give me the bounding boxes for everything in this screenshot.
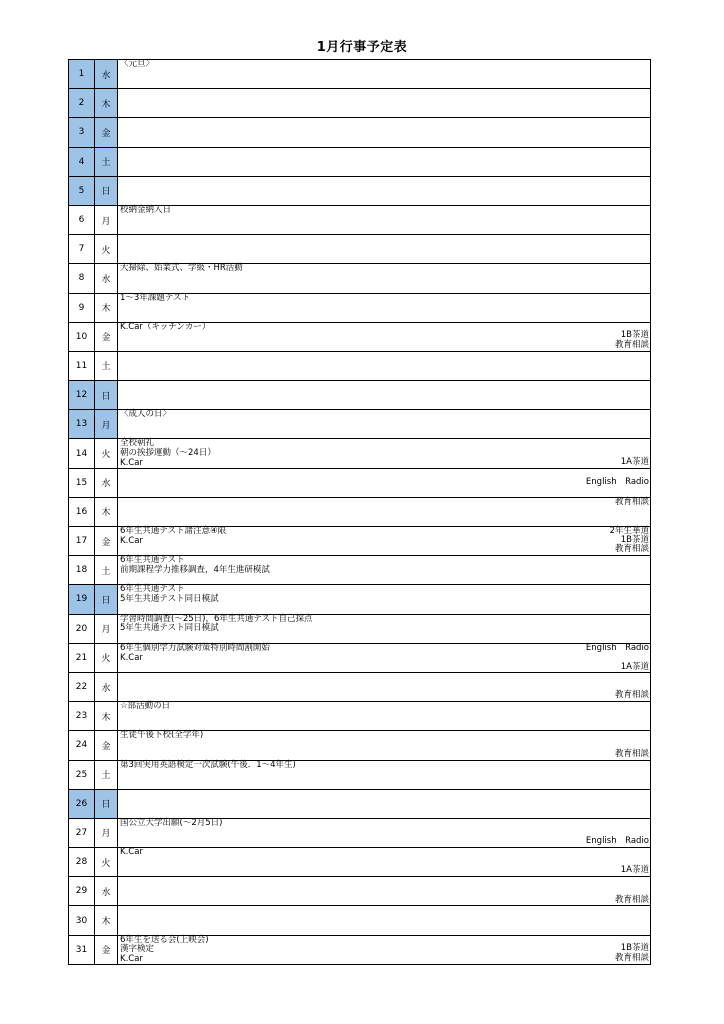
event-list [120, 206, 171, 216]
event-list [120, 848, 143, 858]
club-note: 1A茶道 [620, 865, 649, 876]
day-of-week: 金 [95, 527, 118, 556]
event-list [120, 410, 171, 420]
day-number: 6 [69, 205, 95, 234]
day-of-week: 土 [95, 760, 118, 789]
event-list [120, 702, 170, 712]
day-number: 3 [69, 118, 95, 147]
day-of-week: 日 [95, 789, 118, 818]
day-of-week: 金 [95, 935, 118, 964]
event-cell [118, 527, 651, 556]
event-list [120, 294, 190, 304]
club-note: 2年生華道 [609, 526, 649, 537]
club-note: 教育相談 [614, 497, 649, 508]
event-cell [118, 789, 651, 818]
event-text: 6年生を送る会(上映会) [120, 934, 209, 945]
schedule-row [69, 381, 651, 410]
schedule-row [69, 877, 651, 906]
event-cell [118, 89, 651, 118]
day-of-week: 水 [95, 672, 118, 701]
day-of-week: 木 [95, 906, 118, 935]
day-number: 24 [69, 731, 95, 760]
club-note-list [615, 691, 649, 701]
day-of-week: 金 [95, 322, 118, 351]
event-text: 漢字検定 [120, 944, 155, 955]
schedule-row [69, 935, 651, 964]
event-cell [118, 322, 651, 351]
event-text: 1～3年課題テスト [120, 292, 190, 303]
event-text: 〈成人の日〉 [120, 409, 172, 420]
schedule-row [69, 906, 651, 935]
day-of-week: 木 [95, 497, 118, 526]
day-number: 2 [69, 89, 95, 118]
club-note-list [615, 750, 649, 760]
schedule-row [69, 322, 651, 351]
club-note: 1A茶道 [620, 662, 649, 673]
day-number: 20 [69, 614, 95, 643]
event-cell [118, 760, 651, 789]
schedule-row [69, 585, 651, 614]
schedule-row [69, 497, 651, 526]
club-note: English Radio [585, 836, 649, 847]
day-number: 28 [69, 848, 95, 877]
day-of-week: 火 [95, 235, 118, 264]
event-cell [118, 235, 651, 264]
club-note: 1B茶道 [620, 534, 649, 545]
event-list [120, 323, 210, 333]
event-list [120, 936, 209, 965]
event-cell [118, 439, 651, 468]
schedule-row [69, 614, 651, 643]
schedule-row [69, 205, 651, 234]
event-list [120, 585, 219, 605]
club-note-list [615, 331, 649, 351]
day-of-week: 水 [95, 468, 118, 497]
day-number: 5 [69, 176, 95, 205]
event-cell [118, 585, 651, 614]
event-cell [118, 205, 651, 234]
event-text: K.Car [120, 954, 143, 965]
day-number: 19 [69, 585, 95, 614]
event-text: K.Car [120, 535, 143, 546]
event-text: 6年生共通テスト [120, 555, 185, 566]
day-of-week: 日 [95, 585, 118, 614]
event-cell [118, 147, 651, 176]
schedule-row [69, 235, 651, 264]
day-of-week: 火 [95, 439, 118, 468]
event-text: 前期課程学力推移調査，4年生進研模試 [120, 564, 270, 575]
club-note-list [615, 944, 649, 964]
schedule-row [69, 527, 651, 556]
page-title: 1月行事予定表 [316, 40, 408, 55]
event-text: ☆部活動の日 [120, 701, 171, 712]
day-of-week: 木 [95, 702, 118, 731]
club-note: 教育相談 [614, 953, 649, 964]
day-of-week: 日 [95, 176, 118, 205]
schedule-row [69, 760, 651, 789]
schedule-row [69, 410, 651, 439]
event-list [120, 439, 216, 468]
schedule-row [69, 351, 651, 380]
event-text: K.Car（キッチンカー） [120, 321, 211, 332]
event-text: 国公立大学出願(～2月5日) [120, 817, 223, 828]
day-number: 18 [69, 556, 95, 585]
event-cell [118, 935, 651, 964]
event-cell [118, 848, 651, 877]
day-of-week: 土 [95, 556, 118, 585]
day-of-week: 木 [95, 89, 118, 118]
day-number: 23 [69, 702, 95, 731]
day-number: 4 [69, 147, 95, 176]
event-text: K.Car [120, 847, 143, 858]
schedule-row [69, 118, 651, 147]
schedule-body [69, 60, 651, 965]
event-text: 学習時間調査(～25日)，6年生共通テスト自己採点 [120, 613, 313, 624]
event-cell [118, 731, 651, 760]
club-note: English Radio [585, 642, 649, 653]
event-cell [118, 906, 651, 935]
day-number: 11 [69, 351, 95, 380]
club-note: 教育相談 [614, 690, 649, 701]
club-note-list [615, 536, 649, 556]
day-of-week: 木 [95, 293, 118, 322]
event-list [120, 527, 226, 547]
event-list [120, 60, 154, 70]
schedule-row [69, 264, 651, 293]
day-number: 22 [69, 672, 95, 701]
day-of-week: 月 [95, 205, 118, 234]
club-note-list [610, 527, 649, 537]
event-text: 5年生共通テスト同日模試 [120, 594, 219, 605]
day-number: 13 [69, 410, 95, 439]
event-list [120, 731, 203, 741]
schedule-row [69, 731, 651, 760]
day-number: 26 [69, 789, 95, 818]
event-text: 全校朝礼 [120, 438, 155, 449]
day-number: 9 [69, 293, 95, 322]
club-note: 1A茶道 [620, 456, 649, 467]
event-cell [118, 556, 651, 585]
event-cell [118, 877, 651, 906]
club-note: 1B茶道 [620, 330, 649, 341]
day-number: 7 [69, 235, 95, 264]
event-cell [118, 351, 651, 380]
day-of-week: 日 [95, 381, 118, 410]
day-number: 8 [69, 264, 95, 293]
event-cell [118, 176, 651, 205]
day-of-week: 火 [95, 848, 118, 877]
event-cell [118, 381, 651, 410]
day-of-week: 水 [95, 877, 118, 906]
club-note-list [586, 478, 649, 507]
schedule-row [69, 672, 651, 701]
day-number: 25 [69, 760, 95, 789]
event-text: 5年生共通テスト同日模試 [120, 623, 219, 634]
event-text: 生徒午後下校(全学年) [120, 730, 204, 741]
club-note: 教育相談 [614, 544, 649, 555]
day-number: 21 [69, 643, 95, 672]
event-text: 第3回実用英語検定一次試験(午後．1～4年生) [120, 759, 296, 770]
club-note: 教育相談 [614, 894, 649, 905]
day-number: 12 [69, 381, 95, 410]
event-text: 校納金納入日 [120, 204, 172, 215]
event-text: 朝の挨拶運動（～24日） [120, 448, 216, 459]
schedule-row [69, 702, 651, 731]
club-note-list [586, 644, 649, 673]
schedule-row [69, 643, 651, 672]
schedule-row [69, 60, 651, 89]
day-of-week: 水 [95, 60, 118, 89]
event-cell [118, 614, 651, 643]
schedule-row [69, 818, 651, 847]
event-list [120, 556, 270, 576]
day-of-week: 火 [95, 643, 118, 672]
day-of-week: 月 [95, 410, 118, 439]
day-of-week: 金 [95, 731, 118, 760]
day-of-week: 土 [95, 351, 118, 380]
day-of-week: 月 [95, 614, 118, 643]
day-of-week: 水 [95, 264, 118, 293]
club-note: 1B茶道 [620, 943, 649, 954]
day-number: 10 [69, 322, 95, 351]
day-number: 1 [69, 60, 95, 89]
schedule-row [69, 293, 651, 322]
event-list [120, 761, 296, 771]
schedule-row [69, 789, 651, 818]
day-number: 27 [69, 818, 95, 847]
event-text: K.Car [120, 652, 143, 663]
event-cell [118, 643, 651, 672]
event-cell [118, 410, 651, 439]
schedule-row [69, 468, 651, 497]
schedule-row [69, 848, 651, 877]
club-note-list [586, 837, 649, 847]
day-of-week: 金 [95, 118, 118, 147]
event-text: 6年生共通テスト諸注意④限 [120, 526, 227, 536]
schedule-row [69, 147, 651, 176]
schedule-table [68, 59, 651, 965]
club-note: English Radio [585, 477, 649, 488]
day-number: 29 [69, 877, 95, 906]
club-note-list [615, 896, 649, 906]
schedule-row [69, 176, 651, 205]
event-list [120, 615, 313, 635]
event-text: 大掃除、始業式、学級・HR活動 [120, 263, 243, 274]
event-cell [118, 293, 651, 322]
event-list [120, 819, 222, 829]
day-number: 30 [69, 906, 95, 935]
event-cell [118, 702, 651, 731]
event-text: 6年生個別学力試験対策特別時間割開始 [120, 642, 270, 653]
day-number: 15 [69, 468, 95, 497]
event-text: 〈元旦〉 [120, 59, 155, 69]
event-text: 6年生共通テスト [120, 584, 185, 595]
club-note: 教育相談 [614, 748, 649, 759]
event-text: K.Car [120, 458, 143, 469]
schedule-row [69, 89, 651, 118]
event-list [120, 264, 243, 274]
event-cell [118, 672, 651, 701]
schedule-row [69, 556, 651, 585]
event-cell [118, 818, 651, 847]
club-note-list [621, 866, 649, 876]
event-cell [118, 468, 651, 508]
club-note: 教育相談 [614, 340, 649, 351]
day-number: 14 [69, 439, 95, 468]
club-note-list [621, 458, 649, 468]
day-number: 17 [69, 527, 95, 556]
event-cell [118, 264, 651, 293]
event-cell [118, 118, 651, 147]
day-number: 31 [69, 935, 95, 964]
day-number: 16 [69, 497, 95, 526]
schedule-row [69, 439, 651, 468]
event-cell [118, 60, 651, 89]
event-list [120, 644, 270, 664]
day-of-week: 月 [95, 818, 118, 847]
day-of-week: 土 [95, 147, 118, 176]
